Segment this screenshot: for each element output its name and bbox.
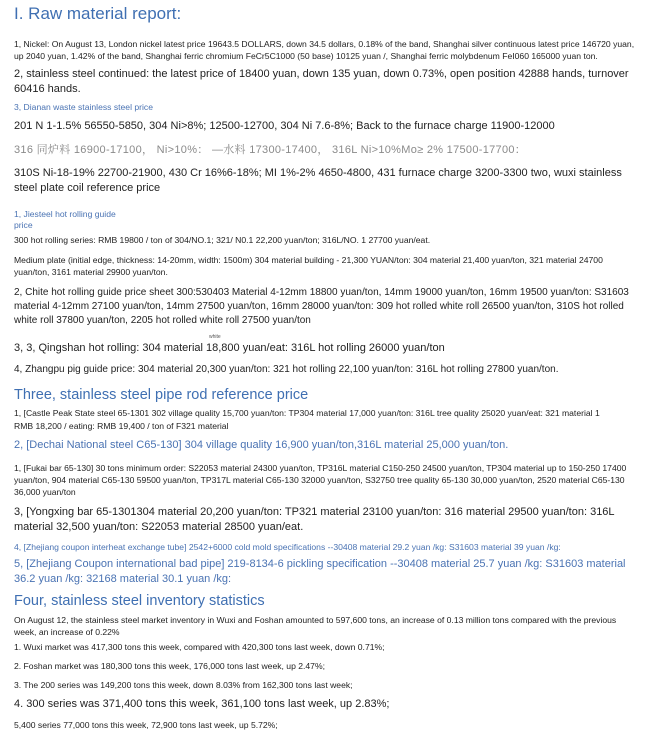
dechai-paragraph: 2, [Dechai National steel C65-130] 304 village quality 16,900 yuan/ton,316L material 25,000 yuan/ton. [14, 439, 509, 451]
zhejiang-tube-paragraph: 4, [Zhejiang coupon interheat exchange tube] 2542+6000 cold mold specifications --30408 material 29.2 yuan /kg: S31603 material 39 yuan /kg: [14, 542, 561, 552]
castle-peak-paragraph: 1, [Castle Peak State steel 65-1301 302 village quality 15,700 yuan/ton: TP304 material 17,000 yuan/ton: 316L tree quality 25020 yuan/eat: 321 material 1 [14, 408, 600, 418]
chite-price-paragraph: 2, Chite hot rolling guide price sheet 300:530403 Material 4-12mm 18800 yuan/ton, 14mm 19000 yuan/ton, 16mm 19500 yuan/ton: S31603 material 4-12mm 27100 yuan/ton, 14mm 27500 yuan/ton, 16mm 28000 yuan/ton: 309 hot rolled white roll 26500 yuan/ton, 310S hot rolled white roll 37800 yuan/ton, 2205 hot rolled white roll 27500 yuan/ton [14, 287, 629, 326]
section-title-inventory: Four, stainless steel inventory statistics [14, 593, 265, 609]
inventory-300-series: 4. 300 series was 371,400 tons this week, 361,100 tons last week, up 2.83%; [14, 698, 390, 710]
zhejiang-pipe-paragraph: 5, [Zhejiang Coupon international bad pipe] 219-8134-6 pickling specification --30408 material 25.7 yuan /kg: S31603 material 36.2 yuan /kg: 32168 material 30.1 yuan /kg: [14, 558, 626, 585]
stray-label: white [209, 334, 221, 340]
fukai-paragraph: 1, [Fukai bar 65-130] 30 tons minimum order: S22053 material 24300 yuan/ton, TP316L material C150-250 24500 yuan/ton, TP304 material up to 150-250 17400 yuan/ton, 904 material C65-130 59500 yuan/ton, TP317L material C65-130 32000 yuan/ton, S32750 tree quality 65-130 30,000 yuan/ton, 2520 material C65-130 36,000 yuan/ton [14, 463, 627, 497]
qingshan-paragraph: 3, 3, Qingshan hot rolling: 304 material 18,800 yuan/eat: 316L hot rolling 26000 yuan/ton [14, 342, 445, 354]
medium-plate-paragraph: Medium plate (initial edge, thickness: 14-20mm, width: 1500m) 304 material building - 21,300 YUAN/ton: 304 material 21,400 yuan/ton, 321 material 24700 yuan/ton, 3161 material 29900 yuan/ton. [14, 255, 603, 277]
waste-price-heading: 3, Dianan waste stainless steel price [14, 102, 154, 112]
hot-rolling-series-paragraph: 300 hot rolling series: RMB 19800 / ton of 304/NO.1; 321/ N0.1 22,200 yuan/ton; 316L/NO. 1 27700 yuan/eat. [14, 235, 431, 245]
inventory-wuxi: 1. Wuxi market was 417,300 tons this week, compared with 420,300 tons last week, down 0.71%; [14, 642, 385, 652]
waste-price-line-2: 316 同炉料 16900-17100， Ni>10%： —水料 17300-17400， 316L Ni>10%Mo≥ 2% 17500-17700： [14, 144, 527, 156]
section-title-pipe-rod: Three, stainless steel pipe rod reference price [14, 387, 309, 403]
yongxing-paragraph: 3, [Yongxing bar 65-1301304 material 20,200 yuan/ton: TP321 material 23100 yuan/ton: 316 material 29500 yuan/ton: 316L material 32,500 yuan/ton: S22053 material 28500 yuan/eat. [14, 506, 615, 533]
inventory-400-series: 5,400 series 77,000 tons this week, 72,900 tons last week, up 5.72%; [14, 720, 278, 730]
section-title-raw-material: I. Raw material report: [14, 4, 182, 23]
inventory-summary: On August 12, the stainless steel market inventory in Wuxi and Foshan amounted to 597,600 tons, an increase of 0.13 million tons compared with the previous week, an increase of 0.22% [14, 615, 617, 637]
inventory-foshan: 2. Foshan market was 180,300 tons this week, 176,000 tons last week, up 2.47%; [14, 661, 325, 671]
stainless-futures-paragraph: 2, stainless steel continued: the latest price of 18400 yuan, down 135 yuan, down 0.73%, open position 42888 hands, turnover 60416 hands. [14, 68, 629, 95]
inventory-200-series: 3. The 200 series was 149,200 tons this week, down 8.03% from 162,300 tons last week; [14, 680, 353, 690]
castle-peak-paragraph-cont: RMB 18,200 / eating: RMB 19,400 / ton of F321 material [14, 421, 229, 431]
jiesteel-heading-price: price [14, 220, 33, 230]
nickel-paragraph: 1, Nickel: On August 13, London nickel latest price 19643.5 DOLLARS, down 34.5 dollars, 0.18% of the band, Shanghai silver continuous latest price 146720 yuan, up 2040 yuan, 1.42% of the band, Shanghai ferric chromium FeCr5C1000 (50 base) 10125 yuan /, Shanghai ferric molybdenum FeI060 165000 yuan ton. [14, 39, 635, 61]
zhangpu-paragraph: 4, Zhangpu pig guide price: 304 material 20,300 yuan/ton: 321 hot rolling 22,100 yuan/ton: 316L hot rolling 27800 yuan/ton. [14, 364, 559, 375]
jiesteel-heading: 1, Jiesteel hot rolling guide [14, 209, 116, 219]
waste-price-line-1: 201 N 1-1.5% 56550-5850, 304 Ni>8%; 12500-12700, 304 Ni 7.6-8%; Back to the furnace charge 11900-12000 [14, 120, 555, 132]
waste-price-line-3: 310S Ni-18-19% 22700-21900, 430 Cr 16%6-18%; MI 1%-2% 4650-4800, 431 furnace charge 3200-3300 two, wuxi stainless steel plate coil reference price [14, 167, 622, 194]
